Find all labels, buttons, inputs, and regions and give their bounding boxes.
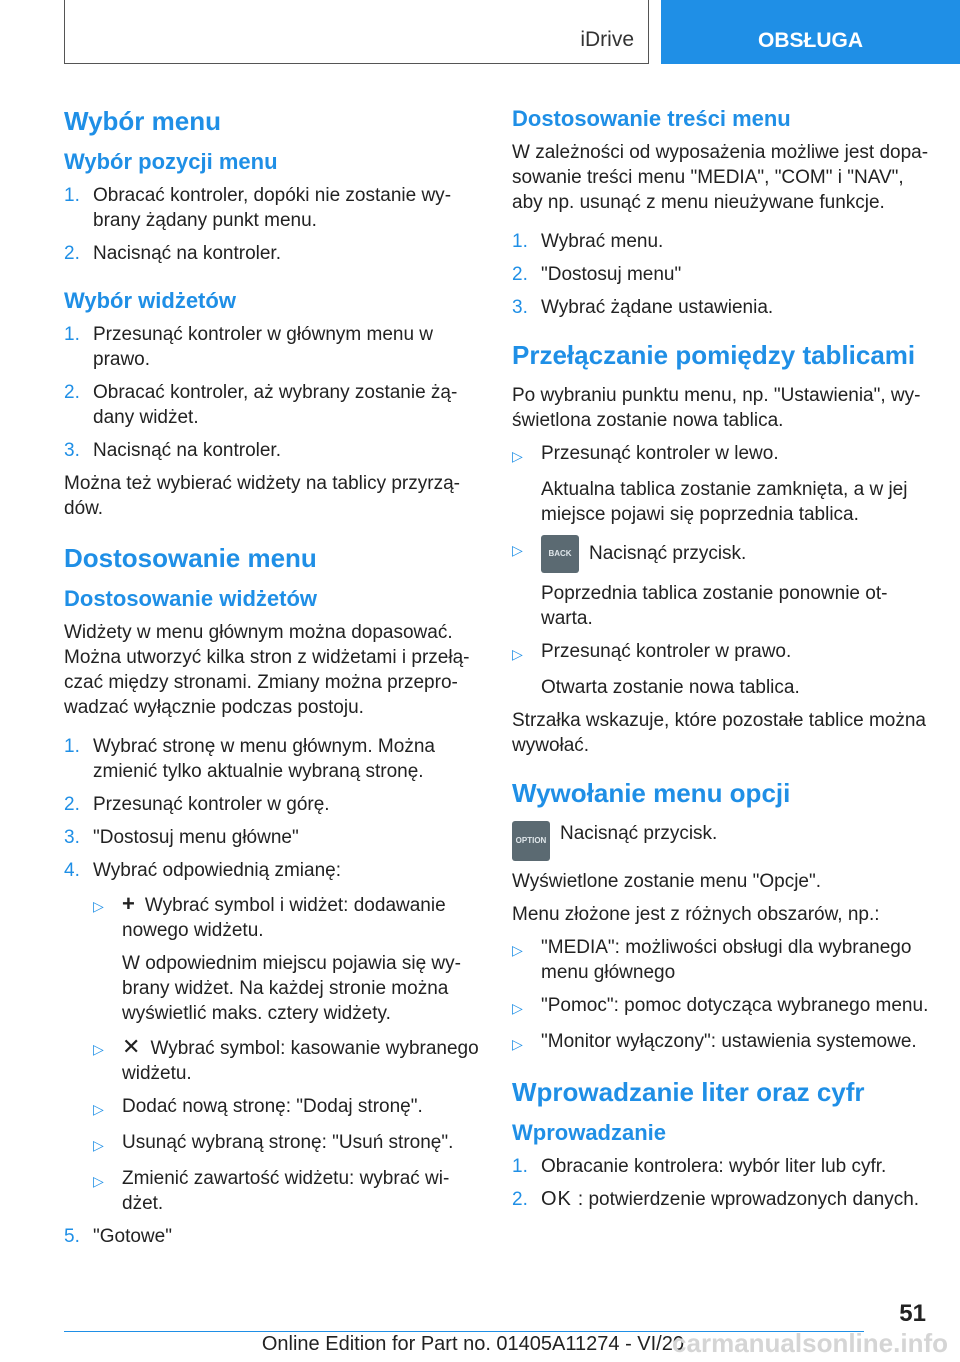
plus-icon: + xyxy=(122,891,135,916)
options-press-line: OPTION Nacisnąć przycisk. xyxy=(512,821,932,861)
switch-note: Otwarta zostanie nowa tablica. xyxy=(541,677,800,698)
heading-switch-panels: Przełączanie pomiędzy tablicami xyxy=(512,340,916,370)
list-item: ▷ Dodać nową stronę: "Dodaj stronę". xyxy=(93,1096,423,1117)
list-item: 2. OK : potwierdzenie wprowadzonych danych. xyxy=(512,1188,920,1210)
list-item: ▷ ✕ Wybrać symbol: kasowanie wybranego widżetu. xyxy=(93,1034,479,1084)
page-number: 51 xyxy=(899,1300,926,1327)
content-paragraph: W zależności od wyposażenia możliwe jest dopasowanie treści menu "MEDIA", "COM" i "NAV", aby np. usunąć z menu nieużywane funkcje. xyxy=(512,142,929,213)
list-item: ▷ Usunąć wybraną stronę: "Usuń stronę". xyxy=(93,1132,454,1153)
options-paragraph: Menu złożone jest z różnych obszarów, np.: xyxy=(512,904,880,925)
switch-paragraph: Po wybraniu punktu menu, np. "Ustawienia", wyświetlona zostanie nowa tablica. xyxy=(512,385,921,431)
list-item: 3. Wybrać żądane ustawienia. xyxy=(512,297,774,318)
close-icon: ✕ xyxy=(122,1034,141,1059)
list-item: 3. "Dostosuj menu główne" xyxy=(64,827,299,848)
list-item: 2. Obracać kontroler, aż wybrany zostanie żądany widżet. xyxy=(64,382,458,428)
list-item: 1. Obracać kontroler, dopóki nie zostanie wybrany żądany punkt menu. xyxy=(64,185,452,231)
list-item: ▷ + Wybrać symbol i widżet: dodawanie nowego widżetu. xyxy=(93,891,446,941)
list-item: 1. Wybrać stronę w menu głównym. Można zmienić tylko aktualnie wybraną stronę. xyxy=(64,736,435,782)
list-item: ▷ Zmienić zawartość widżetu: wybrać widżet. xyxy=(93,1168,450,1214)
heading-widget-selection: Wybór widżetów xyxy=(64,288,236,313)
adjust-paragraph: Widżety w menu głównym można dopasować. Można utworzyć kilka stron z widżetami i przełączać między stronami. Zmiany można przeprowadzać wyłącznie podczas postoju. xyxy=(64,622,470,718)
list-item: 1. Obracanie kontrolera: wybór liter lub cyfr. xyxy=(512,1156,887,1177)
watermark: carmanualsonline.info xyxy=(672,1328,948,1358)
heading-menu-item-selection: Wybór pozycji menu xyxy=(64,149,278,174)
header-chapter-tab: OBSŁUGA xyxy=(661,0,960,64)
list-item: ▷ "MEDIA": możliwości obsługi dla wybranego menu głównego xyxy=(512,937,912,983)
list-item: ▷ Przesunąć kontroler w prawo. xyxy=(512,641,792,662)
right-column xyxy=(512,96,932,1220)
list-item: 3. Nacisnąć na kontroler. xyxy=(64,440,281,461)
header-section-title: iDrive xyxy=(580,28,634,51)
list-item: 1. Wybrać menu. xyxy=(512,231,664,252)
heading-menu-selection: Wybór menu xyxy=(64,106,221,136)
back-button-icon: BACK xyxy=(541,535,579,573)
ok-icon: OK xyxy=(541,1188,572,1210)
widget-note: Można też wybierać widżety na tablicy przyrządów. xyxy=(64,473,460,519)
list-item: 4. Wybrać odpowiednią zmianę: xyxy=(64,860,342,881)
list-item: ▷ "Monitor wyłączony": ustawienia systemowe. xyxy=(512,1031,917,1052)
heading-menu-content-adjust: Dostosowanie treści menu xyxy=(512,106,791,131)
list-item: ▷ Przesunąć kontroler w lewo. xyxy=(512,443,779,464)
heading-options-menu: Wywołanie menu opcji xyxy=(512,778,791,808)
add-widget-note: W odpowiednim miejscu pojawia się wybrany widżet. Na każdej stronie można wyświetlić maks. cztery widżety. xyxy=(122,953,461,1024)
footer-edition: Online Edition for Part no. 01405A11274 - VI/20 xyxy=(261,1333,684,1355)
heading-menu-adjust: Dostosowanie menu xyxy=(64,543,317,573)
list-item: 2. Przesunąć kontroler w górę. xyxy=(64,794,330,815)
option-button-icon: OPTION xyxy=(512,821,550,861)
heading-input: Wprowadzanie xyxy=(512,1120,667,1145)
list-item: 2. Nacisnąć na kontroler. xyxy=(64,243,281,264)
arrow-paragraph: Strzałka wskazuje, które pozostałe tablice można wywołać. xyxy=(512,710,926,756)
left-column xyxy=(64,96,484,1257)
list-item: 1. Przesunąć kontroler w głównym menu w prawo. xyxy=(64,324,434,370)
switch-note: Aktualna tablica zostanie zamknięta, a w jej miejsce pojawi się poprzednia tablica. xyxy=(541,479,908,525)
options-paragraph: Wyświetlone zostanie menu "Opcje". xyxy=(512,871,822,892)
list-item: 5. "Gotowe" xyxy=(64,1226,172,1247)
heading-letters-digits: Wprowadzanie liter oraz cyfr xyxy=(512,1077,865,1107)
list-item: ▷ BACK Nacisnąć przycisk. xyxy=(512,535,932,573)
header-frame xyxy=(64,0,649,64)
switch-note: Poprzednia tablica zostanie ponownie otwarta. xyxy=(541,583,888,629)
list-item: ▷ "Pomoc": pomoc dotycząca wybranego menu. xyxy=(512,995,929,1016)
heading-widget-adjust: Dostosowanie widżetów xyxy=(64,586,318,611)
list-item: 2. "Dostosuj menu" xyxy=(512,264,682,285)
